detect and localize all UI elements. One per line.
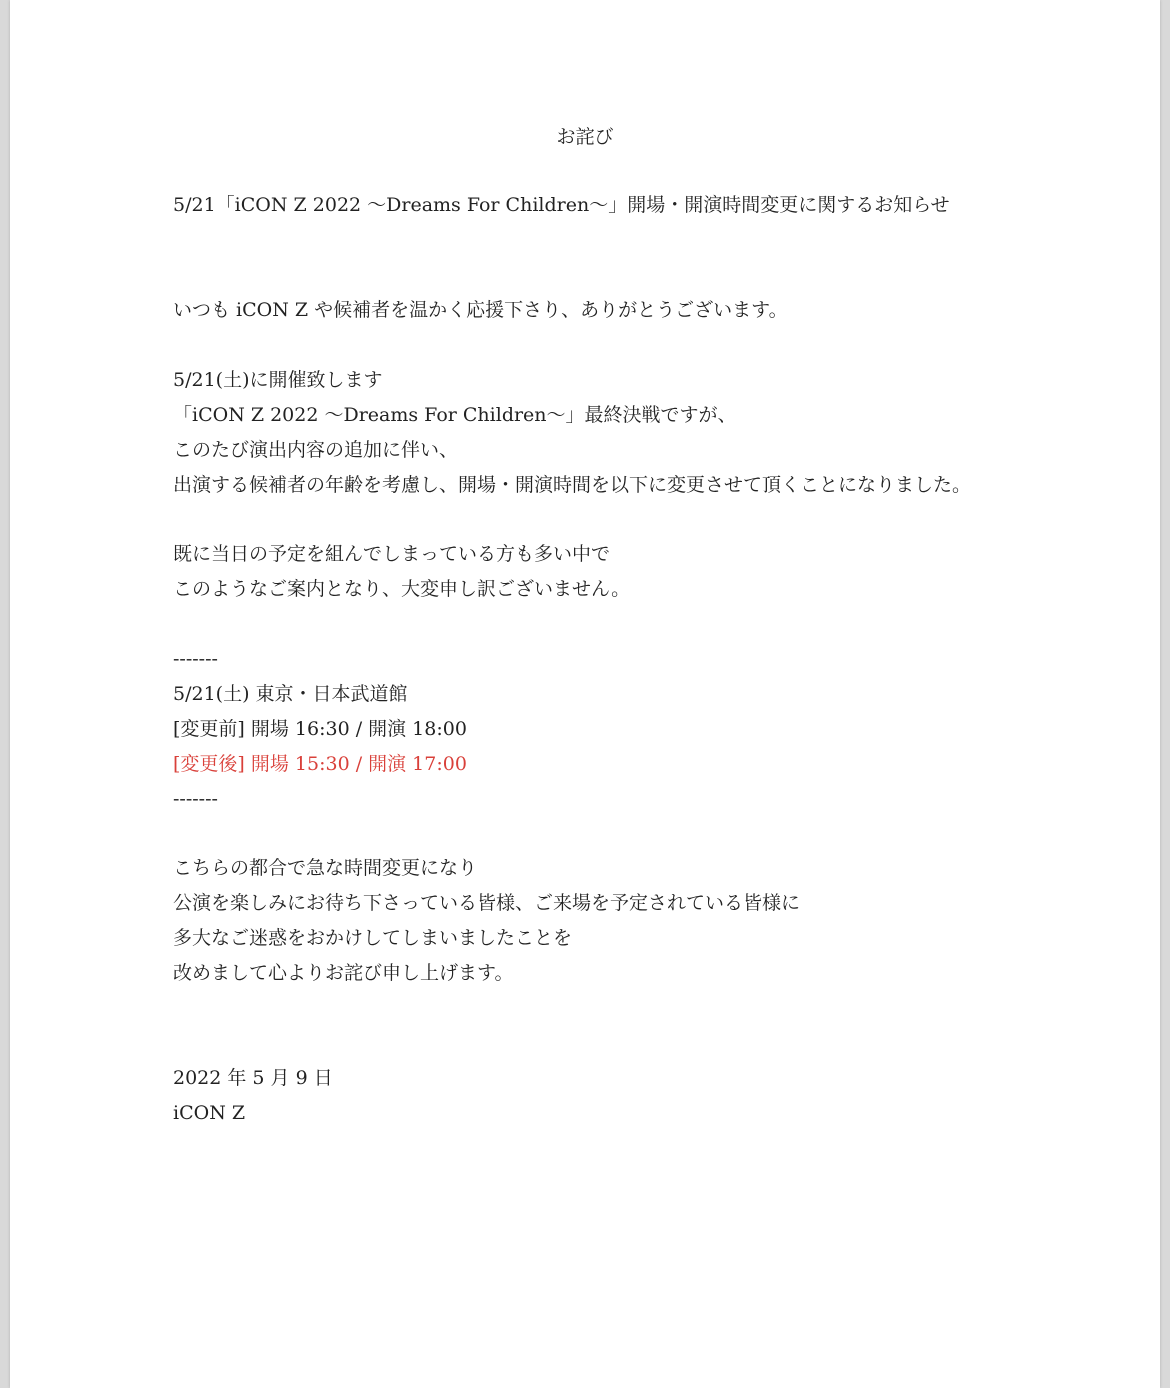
document-page (10, 0, 1160, 1388)
signature: iCON Z (173, 1102, 246, 1124)
event-venue: 5/21(土) 東京・日本武道館 (173, 683, 408, 705)
divider: ------- (173, 648, 218, 670)
headline: 5/21「iCON Z 2022 ～Dreams For Children～」開場・開演時間変更に関するお知らせ (173, 194, 950, 216)
document-date: 2022 年 5 月 9 日 (173, 1067, 333, 1089)
paragraph-line: 公演を楽しみにお待ち下さっている皆様、ご来場を予定されている皆様に (173, 892, 801, 914)
paragraph-line: 「iCON Z 2022 ～Dreams For Children～」最終決戦ですが、 (173, 404, 737, 426)
divider: ------- (173, 788, 218, 810)
paragraph-line: こちらの都合で急な時間変更になり (173, 857, 478, 879)
paragraph-line: 出演する候補者の年齢を考慮し、開場・開演時間を以下に変更させて頂くことになりました。 (173, 474, 972, 496)
paragraph-line: 既に当日の予定を組んでしまっている方も多い中で (173, 543, 611, 565)
schedule-before: [変更前] 開場 16:30 / 開演 18:00 (173, 718, 467, 740)
page-title: お詫び (556, 126, 614, 148)
paragraph-line: 改めまして心よりお詫び申し上げます。 (173, 962, 514, 984)
schedule-after: [変更後] 開場 15:30 / 開演 17:00 (173, 753, 467, 775)
greeting: いつも iCON Z や候補者を温かく応援下さり、ありがとうございます。 (173, 299, 788, 321)
paragraph-line: このたび演出内容の追加に伴い、 (173, 439, 459, 461)
paragraph-line: 多大なご迷惑をおかけしてしまいましたことを (173, 927, 573, 949)
paragraph-line: このようなご案内となり、大変申し訳ございません。 (173, 578, 631, 600)
paragraph-line: 5/21(土)に開催致します (173, 369, 383, 391)
